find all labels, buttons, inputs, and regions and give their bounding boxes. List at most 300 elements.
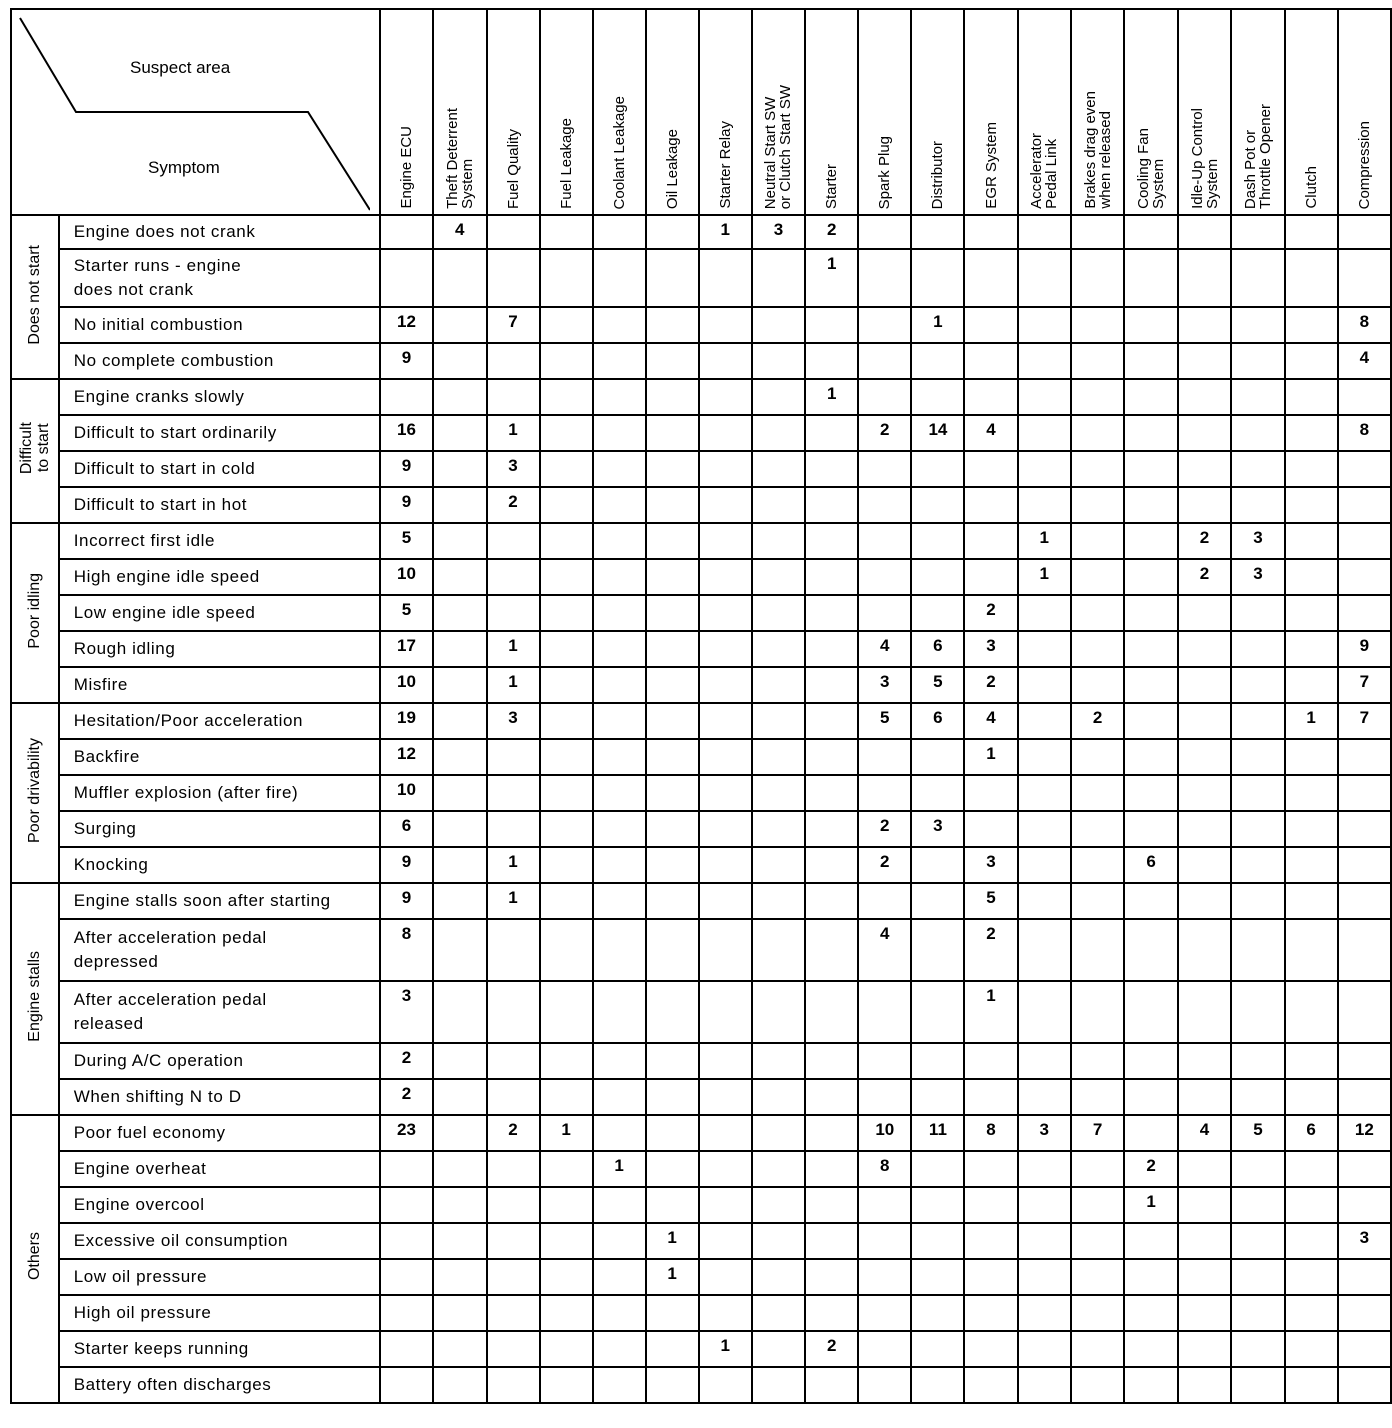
priority-cell xyxy=(593,631,646,667)
symptom-label: Difficult to start in hot xyxy=(73,495,248,514)
symptom-cell xyxy=(59,739,380,775)
priority-cell: 1 xyxy=(646,1259,699,1295)
priority-cell xyxy=(1231,631,1284,667)
priority-cell xyxy=(699,559,752,595)
priority-cell xyxy=(1178,883,1231,919)
priority-cell: 1 xyxy=(911,307,964,343)
priority-cell xyxy=(487,1331,540,1367)
symptom-label: Battery often discharges xyxy=(73,1375,272,1394)
column-header-label: Clutch xyxy=(1302,166,1320,209)
priority-cell xyxy=(1124,1295,1177,1331)
symptom-cell xyxy=(59,1259,380,1295)
corner-diagonal-lines xyxy=(12,10,370,214)
priority-cell xyxy=(1178,739,1231,775)
priority-cell xyxy=(433,379,486,415)
priority-cell xyxy=(752,1043,805,1079)
column-header-label: Cooling Fan System xyxy=(1135,128,1168,209)
priority-cell xyxy=(1071,847,1124,883)
symptom-label: Difficult to start ordinarily xyxy=(73,423,277,442)
priority-cell xyxy=(1018,379,1071,415)
symptom-cell xyxy=(59,1151,380,1187)
priority-cell xyxy=(858,1295,911,1331)
priority-cell: 17 xyxy=(380,631,433,667)
troubleshooting-matrix xyxy=(10,8,1392,1404)
priority-cell: 19 xyxy=(380,703,433,739)
table-row xyxy=(11,667,1391,703)
symptom-label: Hesitation/Poor acceleration xyxy=(73,711,304,730)
priority-cell xyxy=(1231,1043,1284,1079)
priority-cell: 12 xyxy=(1338,1115,1391,1151)
priority-cell xyxy=(646,631,699,667)
group-label: Engine stalls xyxy=(26,951,44,1042)
priority-cell xyxy=(380,1367,433,1403)
symptom-label: Engine stalls soon after starting xyxy=(73,891,331,910)
priority-cell xyxy=(1285,249,1338,307)
priority-cell: 10 xyxy=(380,559,433,595)
priority-cell xyxy=(540,1367,593,1403)
priority-cell xyxy=(699,667,752,703)
priority-cell xyxy=(1124,249,1177,307)
priority-cell xyxy=(699,523,752,559)
priority-cell xyxy=(911,1223,964,1259)
priority-cell xyxy=(858,1187,911,1223)
symptom-label: Difficult to start in cold xyxy=(73,459,256,478)
table-body xyxy=(11,215,1391,1403)
priority-cell xyxy=(646,1043,699,1079)
priority-cell xyxy=(1071,883,1124,919)
priority-cell xyxy=(593,1115,646,1151)
symptom-label: Symptom xyxy=(148,158,220,177)
group-others xyxy=(11,1115,59,1403)
priority-cell xyxy=(1285,981,1338,1043)
priority-cell xyxy=(1124,883,1177,919)
priority-cell xyxy=(752,451,805,487)
table-row xyxy=(11,249,1391,307)
priority-cell xyxy=(699,249,752,307)
priority-cell xyxy=(380,1151,433,1187)
table-row xyxy=(11,981,1391,1043)
priority-cell xyxy=(1178,215,1231,249)
column-header-engine-ecu xyxy=(380,9,433,215)
priority-cell xyxy=(911,739,964,775)
priority-cell xyxy=(1178,415,1231,451)
priority-cell xyxy=(911,215,964,249)
priority-cell xyxy=(1124,981,1177,1043)
column-header-starter-relay xyxy=(699,9,752,215)
symptom-cell xyxy=(59,415,380,451)
priority-cell xyxy=(752,1295,805,1331)
priority-cell xyxy=(540,919,593,981)
priority-cell xyxy=(487,595,540,631)
priority-cell xyxy=(593,811,646,847)
priority-cell xyxy=(699,811,752,847)
priority-cell xyxy=(1285,215,1338,249)
symptom-label: Poor fuel economy xyxy=(73,1123,226,1142)
priority-cell xyxy=(1338,1367,1391,1403)
priority-cell xyxy=(487,343,540,379)
priority-cell xyxy=(1018,307,1071,343)
symptom-cell xyxy=(59,307,380,343)
symptom-cell xyxy=(59,775,380,811)
priority-cell xyxy=(752,1367,805,1403)
priority-cell xyxy=(646,1187,699,1223)
priority-cell xyxy=(1071,811,1124,847)
priority-cell: 2 xyxy=(1178,559,1231,595)
column-header-spark-plug xyxy=(858,9,911,215)
priority-cell xyxy=(1338,1079,1391,1115)
priority-cell xyxy=(593,1043,646,1079)
priority-cell xyxy=(540,595,593,631)
priority-cell xyxy=(1071,919,1124,981)
table-row xyxy=(11,559,1391,595)
priority-cell xyxy=(1018,1259,1071,1295)
priority-cell xyxy=(858,981,911,1043)
priority-cell xyxy=(1285,1151,1338,1187)
priority-cell xyxy=(433,811,486,847)
priority-cell xyxy=(1124,1043,1177,1079)
column-header-label: Fuel Leakage xyxy=(557,118,575,209)
symptom-cell xyxy=(59,379,380,415)
priority-cell xyxy=(699,847,752,883)
symptom-label: High engine idle speed xyxy=(73,567,260,586)
priority-cell xyxy=(1124,1259,1177,1295)
priority-cell xyxy=(1018,1187,1071,1223)
priority-cell: 1 xyxy=(1018,523,1071,559)
column-header-label: EGR System xyxy=(982,122,1000,209)
symptom-cell xyxy=(59,595,380,631)
priority-cell xyxy=(1124,1367,1177,1403)
priority-cell xyxy=(593,343,646,379)
priority-cell xyxy=(1178,1151,1231,1187)
column-header-label: Oil Leakage xyxy=(663,128,681,209)
priority-cell xyxy=(1071,379,1124,415)
priority-cell xyxy=(805,883,858,919)
priority-cell xyxy=(964,1259,1017,1295)
priority-cell xyxy=(752,775,805,811)
priority-cell: 1 xyxy=(487,883,540,919)
priority-cell xyxy=(911,559,964,595)
column-header-fuel-quality xyxy=(487,9,540,215)
priority-cell xyxy=(1231,1259,1284,1295)
priority-cell xyxy=(593,1223,646,1259)
priority-cell xyxy=(911,1187,964,1223)
priority-cell xyxy=(752,847,805,883)
priority-cell xyxy=(964,1295,1017,1331)
priority-cell xyxy=(964,1043,1017,1079)
symptom-cell xyxy=(59,559,380,595)
symptom-cell xyxy=(59,523,380,559)
priority-cell xyxy=(487,523,540,559)
priority-cell xyxy=(487,1043,540,1079)
symptom-cell xyxy=(59,1295,380,1331)
priority-cell: 3 xyxy=(911,811,964,847)
priority-cell xyxy=(1231,667,1284,703)
priority-cell: 4 xyxy=(858,631,911,667)
priority-cell: 1 xyxy=(487,631,540,667)
priority-cell xyxy=(433,739,486,775)
table-row xyxy=(11,1115,1391,1151)
priority-cell xyxy=(540,523,593,559)
symptom-label: Engine does not crank xyxy=(73,222,256,241)
table-row xyxy=(11,1295,1391,1331)
priority-cell: 2 xyxy=(805,1331,858,1367)
priority-cell xyxy=(487,811,540,847)
priority-cell xyxy=(1338,1043,1391,1079)
priority-cell: 3 xyxy=(752,215,805,249)
priority-cell xyxy=(1231,775,1284,811)
priority-cell xyxy=(433,1079,486,1115)
priority-cell xyxy=(593,703,646,739)
priority-cell xyxy=(646,379,699,415)
priority-cell xyxy=(1018,775,1071,811)
priority-cell xyxy=(911,1151,964,1187)
priority-cell: 5 xyxy=(380,595,433,631)
priority-cell xyxy=(1178,451,1231,487)
table-row xyxy=(11,343,1391,379)
priority-cell xyxy=(433,595,486,631)
priority-cell xyxy=(487,1367,540,1403)
priority-cell xyxy=(805,703,858,739)
priority-cell xyxy=(646,703,699,739)
priority-cell xyxy=(1338,1259,1391,1295)
priority-cell: 12 xyxy=(380,307,433,343)
priority-cell xyxy=(433,883,486,919)
priority-cell: 2 xyxy=(1071,703,1124,739)
priority-cell: 10 xyxy=(858,1115,911,1151)
priority-cell xyxy=(1231,249,1284,307)
table-row xyxy=(11,451,1391,487)
priority-cell xyxy=(1124,595,1177,631)
priority-cell xyxy=(1178,919,1231,981)
column-header-label: Dash Pot or Throttle Opener xyxy=(1241,103,1274,209)
priority-cell xyxy=(1231,883,1284,919)
priority-cell xyxy=(1018,215,1071,249)
table-row xyxy=(11,847,1391,883)
priority-cell: 11 xyxy=(911,1115,964,1151)
priority-cell xyxy=(1338,981,1391,1043)
priority-cell xyxy=(1285,415,1338,451)
priority-cell xyxy=(699,919,752,981)
column-header-dash-pot-or-throttle-opener xyxy=(1231,9,1284,215)
priority-cell xyxy=(1071,595,1124,631)
priority-cell xyxy=(1071,451,1124,487)
priority-cell xyxy=(540,1259,593,1295)
priority-cell xyxy=(1124,343,1177,379)
priority-cell xyxy=(593,667,646,703)
priority-cell xyxy=(1285,667,1338,703)
priority-cell xyxy=(752,631,805,667)
priority-cell xyxy=(1018,919,1071,981)
priority-cell xyxy=(752,883,805,919)
priority-cell: 3 xyxy=(1231,559,1284,595)
priority-cell: 9 xyxy=(380,883,433,919)
priority-cell xyxy=(1338,215,1391,249)
priority-cell xyxy=(433,1295,486,1331)
priority-cell: 2 xyxy=(858,811,911,847)
symptom-cell xyxy=(59,703,380,739)
priority-cell xyxy=(593,1259,646,1295)
priority-cell xyxy=(1178,775,1231,811)
priority-cell xyxy=(1285,595,1338,631)
priority-cell xyxy=(540,981,593,1043)
priority-cell xyxy=(858,1223,911,1259)
priority-cell xyxy=(858,343,911,379)
priority-cell xyxy=(433,559,486,595)
priority-cell xyxy=(540,1295,593,1331)
symptom-cell xyxy=(59,1043,380,1079)
symptom-label: No complete combustion xyxy=(73,351,274,370)
table-row xyxy=(11,1367,1391,1403)
priority-cell xyxy=(964,343,1017,379)
priority-cell xyxy=(646,343,699,379)
symptom-cell xyxy=(59,1331,380,1367)
column-header-idle-up-control-system xyxy=(1178,9,1231,215)
priority-cell xyxy=(646,215,699,249)
priority-cell xyxy=(752,379,805,415)
priority-cell xyxy=(540,1151,593,1187)
column-header-starter xyxy=(805,9,858,215)
corner-cell xyxy=(11,9,380,215)
priority-cell xyxy=(1124,1331,1177,1367)
priority-cell xyxy=(699,487,752,523)
group-label: Difficult to start xyxy=(17,422,52,475)
priority-cell xyxy=(593,559,646,595)
group-does-not-start xyxy=(11,215,59,379)
priority-cell: 2 xyxy=(487,1115,540,1151)
symptom-label: When shifting N to D xyxy=(73,1087,242,1106)
priority-cell xyxy=(964,1367,1017,1403)
priority-cell xyxy=(1178,631,1231,667)
priority-cell xyxy=(1231,1223,1284,1259)
priority-cell xyxy=(1338,811,1391,847)
priority-cell: 1 xyxy=(964,739,1017,775)
priority-cell xyxy=(433,307,486,343)
priority-cell: 1 xyxy=(646,1223,699,1259)
priority-cell: 3 xyxy=(1231,523,1284,559)
priority-cell xyxy=(805,1187,858,1223)
priority-cell xyxy=(1018,739,1071,775)
priority-cell xyxy=(540,739,593,775)
priority-cell xyxy=(1231,1295,1284,1331)
priority-cell xyxy=(1338,249,1391,307)
priority-cell xyxy=(858,1367,911,1403)
priority-cell: 2 xyxy=(1178,523,1231,559)
symptom-cell xyxy=(59,667,380,703)
priority-cell xyxy=(699,1259,752,1295)
symptom-label: Knocking xyxy=(73,855,149,874)
priority-cell xyxy=(911,595,964,631)
priority-cell xyxy=(964,1331,1017,1367)
priority-cell xyxy=(487,249,540,307)
table-row xyxy=(11,379,1391,415)
priority-cell xyxy=(1338,1187,1391,1223)
table-row xyxy=(11,1259,1391,1295)
symptom-cell xyxy=(59,883,380,919)
priority-cell xyxy=(593,1295,646,1331)
priority-cell xyxy=(593,523,646,559)
priority-cell xyxy=(964,775,1017,811)
priority-cell: 6 xyxy=(911,703,964,739)
priority-cell xyxy=(593,1079,646,1115)
priority-cell xyxy=(752,1151,805,1187)
symptom-label: Excessive oil consumption xyxy=(73,1231,289,1250)
priority-cell xyxy=(805,631,858,667)
priority-cell xyxy=(752,343,805,379)
priority-cell xyxy=(1231,703,1284,739)
priority-cell xyxy=(1018,1331,1071,1367)
priority-cell xyxy=(752,595,805,631)
priority-cell xyxy=(1231,1079,1284,1115)
priority-cell xyxy=(911,981,964,1043)
priority-cell xyxy=(699,415,752,451)
priority-cell xyxy=(540,631,593,667)
priority-cell xyxy=(1285,1331,1338,1367)
priority-cell xyxy=(752,487,805,523)
priority-cell xyxy=(1071,1259,1124,1295)
priority-cell xyxy=(1071,1367,1124,1403)
priority-cell xyxy=(805,667,858,703)
priority-cell xyxy=(858,1079,911,1115)
table-row xyxy=(11,307,1391,343)
priority-cell xyxy=(911,775,964,811)
priority-cell xyxy=(646,1079,699,1115)
priority-cell xyxy=(1124,379,1177,415)
priority-cell xyxy=(646,1331,699,1367)
group-label: Does not start xyxy=(26,244,44,345)
priority-cell xyxy=(1018,981,1071,1043)
priority-cell xyxy=(1338,1151,1391,1187)
priority-cell xyxy=(1231,1331,1284,1367)
priority-cell xyxy=(433,1043,486,1079)
priority-cell xyxy=(540,215,593,249)
priority-cell xyxy=(540,379,593,415)
priority-cell xyxy=(911,487,964,523)
priority-cell: 3 xyxy=(964,847,1017,883)
priority-cell xyxy=(1178,487,1231,523)
column-header-label: Starter xyxy=(823,163,841,209)
priority-cell xyxy=(540,1187,593,1223)
priority-cell xyxy=(540,415,593,451)
priority-cell xyxy=(1285,343,1338,379)
priority-cell xyxy=(805,739,858,775)
column-header-label: Accelerator Pedal Link xyxy=(1028,133,1061,209)
priority-cell xyxy=(1071,1331,1124,1367)
priority-cell xyxy=(540,1223,593,1259)
priority-cell xyxy=(646,981,699,1043)
priority-cell xyxy=(433,1151,486,1187)
symptom-label: Starter keeps running xyxy=(73,1339,249,1358)
priority-cell xyxy=(805,1151,858,1187)
priority-cell xyxy=(380,1259,433,1295)
priority-cell xyxy=(1178,1043,1231,1079)
priority-cell xyxy=(1178,1223,1231,1259)
priority-cell xyxy=(699,631,752,667)
priority-cell xyxy=(1178,595,1231,631)
priority-cell xyxy=(1178,1079,1231,1115)
priority-cell xyxy=(1338,523,1391,559)
priority-cell xyxy=(1231,343,1284,379)
priority-cell: 9 xyxy=(380,451,433,487)
priority-cell xyxy=(433,1259,486,1295)
column-header-label: Spark Plug xyxy=(876,135,894,209)
symptom-cell xyxy=(59,1079,380,1115)
symptom-cell xyxy=(59,249,380,307)
group-engine-stalls xyxy=(11,883,59,1115)
priority-cell xyxy=(964,487,1017,523)
priority-cell xyxy=(433,667,486,703)
priority-cell xyxy=(1285,739,1338,775)
symptom-cell xyxy=(59,1223,380,1259)
